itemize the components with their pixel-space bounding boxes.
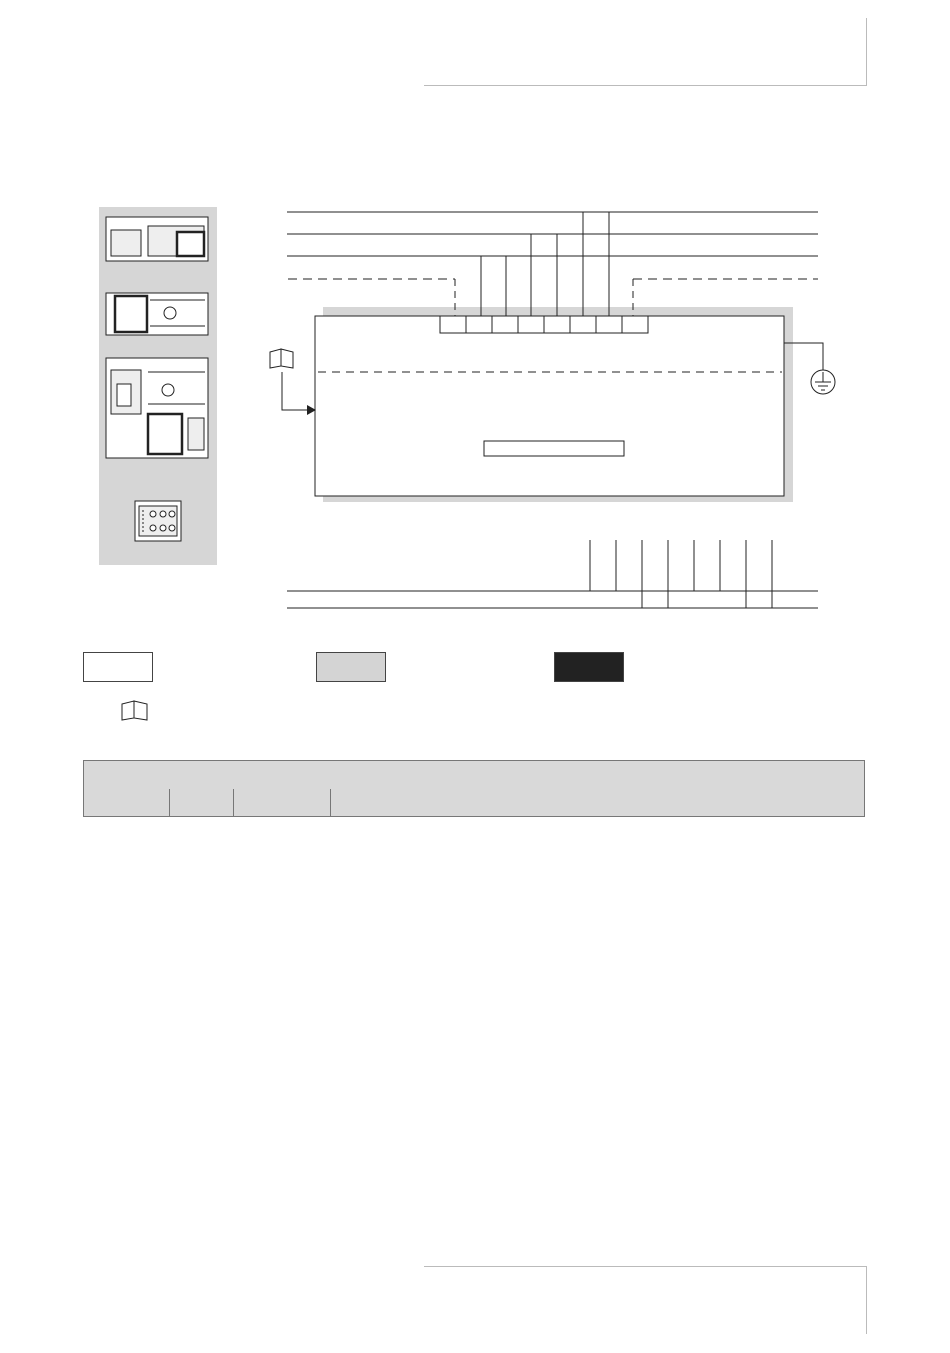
table-header: [84, 789, 170, 817]
table-header: [331, 789, 865, 817]
legend-key-0: [83, 652, 153, 682]
wiring-diagram: [0, 0, 950, 650]
legend-key-2: [554, 652, 624, 682]
table-header: [234, 789, 331, 817]
mfz26-device-icon: [106, 217, 208, 261]
mfe62-device-icon: [135, 501, 181, 541]
supply-wires: [287, 540, 818, 608]
x1-terminals: [440, 316, 648, 333]
wire-size-box: [484, 441, 624, 456]
terminal-table: [83, 760, 865, 817]
table-header: [170, 789, 234, 817]
terminal-block: [315, 316, 784, 496]
mfz27-device-icon: [106, 293, 208, 335]
mfz28-device-icon: [106, 358, 208, 458]
reference-arrow: [282, 372, 310, 410]
legend-key-1: [316, 652, 386, 682]
table-caption: [84, 761, 865, 789]
sew-logo: [84, 1276, 154, 1316]
mains-wires: [287, 212, 818, 316]
book-icon: [120, 699, 150, 721]
footer-divider: [866, 1266, 867, 1334]
book-icon: [270, 349, 293, 368]
footer-rule: [424, 1266, 866, 1267]
